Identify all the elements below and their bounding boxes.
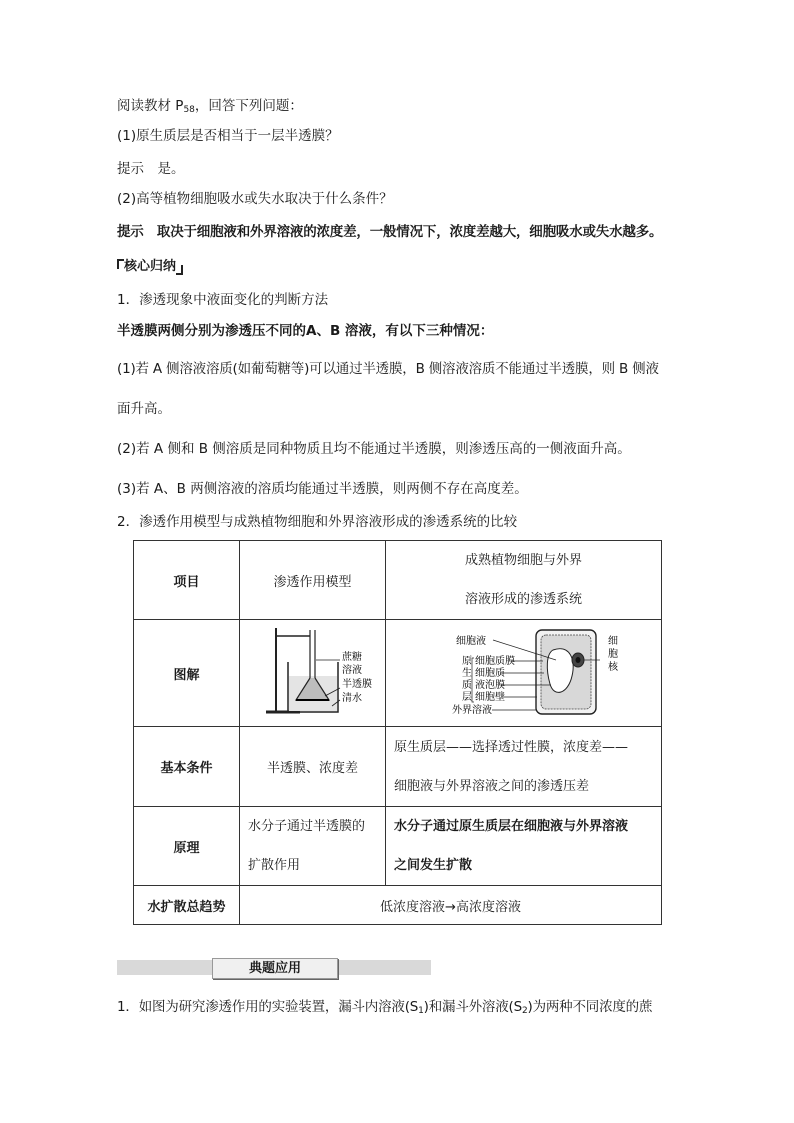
item-1-title: 1．渗透现象中液面变化的判断方法 — [117, 292, 329, 308]
question-1-text: 1．如图为研究渗透作用的实验装置，漏斗内溶液$(S_1)$和漏斗外溶液$(S_2)$为两种不同浓度的蔗 — [117, 999, 653, 1016]
label-protoplast-1: 原 — [462, 656, 472, 667]
basic-model: 半透膜、浓度差 — [240, 727, 386, 807]
osmosis-apparatus-figure — [240, 620, 386, 722]
table-row-trend — [134, 886, 662, 925]
label-nucleus-3: 核 — [608, 662, 618, 673]
header-cell-line-a: 成熟植物细胞与外界 — [464, 553, 582, 568]
table-row-basic — [134, 727, 662, 807]
table-row-diagram — [134, 620, 662, 727]
basic-cell-line-b: 细胞液与外界溶液之间的渗透压差 — [394, 778, 590, 794]
corner-bracket-right — [176, 265, 183, 275]
nucleolus-shape — [576, 657, 581, 663]
label-sucrose-2: 溶液 — [342, 665, 362, 676]
protoplast-brace — [472, 658, 474, 702]
plant-cell-figure — [386, 620, 662, 722]
section-title: 典题应用 — [212, 958, 338, 979]
basic-cell-line-a: 原生质层——选择透过性膜，浓度差—— — [394, 739, 629, 755]
label-protoplast-3: 质 — [462, 680, 472, 691]
question-1: (1)原生质层是否相当于一层半透膜？ — [117, 128, 339, 144]
item-2-title: 2．渗透作用模型与成熟植物细胞和外界溶液形成的渗透系统的比较 — [117, 514, 518, 530]
header-cell-line-b: 溶液形成的渗透系统 — [464, 592, 582, 607]
plant-cell-diagram — [386, 620, 662, 727]
basic-cell — [386, 727, 662, 807]
table-row-header — [134, 541, 662, 620]
row-label-basic: 基本条件 — [134, 727, 240, 807]
label-membrane: 半透膜 — [342, 679, 372, 690]
header-cell-system — [386, 541, 662, 620]
hint-1: 提示 是。 — [117, 161, 185, 177]
case-1-line-a: (1)若 A 侧溶液溶质(如葡萄糖等)可以通过半透膜，B 侧溶液溶质不能通过半透膜，则 B 侧液 — [117, 361, 659, 377]
label-nucleus-2: 胞 — [608, 649, 618, 660]
read-instruction: 阅读教材 $P_{58}$，回答下列问题： — [117, 98, 303, 115]
label-water: 清水 — [342, 693, 362, 704]
principle-model — [240, 807, 386, 886]
row-label-diagram: 图解 — [134, 620, 240, 727]
comparison-table — [133, 540, 662, 925]
principle-model-line-a: 水分子通过半透膜的 — [248, 819, 366, 834]
principle-model-line-b: 扩散作用 — [248, 858, 301, 873]
header-model: 渗透作用模型 — [240, 541, 386, 620]
label-plasma-membrane: 细胞质膜 — [475, 656, 515, 667]
table-row-principle — [134, 807, 662, 886]
label-protoplast-4: 层 — [462, 692, 472, 703]
label-nucleus-1: 细 — [608, 636, 618, 647]
label-cytoplasm: 细胞质 — [475, 668, 505, 679]
label-outer-solution: 外界溶液 — [452, 705, 492, 716]
corner-bracket-left — [117, 259, 124, 269]
case-2: (2)若 A 侧和 B 侧溶质是同种物质且均不能通过半透膜，则渗透压高的一侧液面升高。 — [117, 441, 631, 457]
question-2: (2)高等植物细胞吸水或失水取决于什么条件？ — [117, 191, 393, 207]
trend-value: 低浓度溶液→高浓度溶液 — [240, 886, 662, 925]
hint-2: 提示 取决于细胞液和外界溶液的浓度差，一般情况下，浓度差越大，细胞吸水或失水越多。 — [117, 224, 663, 240]
label-sucrose-1: 蔗糖 — [342, 652, 362, 663]
label-cell-wall: 细胞壁 — [475, 692, 505, 703]
label-vacuole-membrane: 液泡膜 — [475, 680, 505, 691]
header-item: 项目 — [134, 541, 240, 620]
case-3: (3)若 A、B 两侧溶液的溶质均能通过半透膜，则两侧不存在高度差。 — [117, 481, 528, 497]
row-label-principle: 原理 — [134, 807, 240, 886]
principle-cell-line-a: 水分子通过原生质层在细胞液与外界溶液 — [394, 819, 629, 834]
principle-cell-line-b: 之间发生扩散 — [394, 858, 473, 873]
case-1-line-b: 面升高。 — [117, 401, 171, 417]
label-protoplast-2: 生 — [462, 668, 472, 679]
row-label-trend: 水扩散总趋势 — [134, 886, 240, 925]
osmosis-model-diagram — [240, 620, 386, 727]
core-summary-heading — [117, 258, 183, 276]
core-summary-title: 核心归纳 — [124, 259, 177, 274]
label-cell-sap: 细胞液 — [456, 636, 486, 647]
principle-cell — [386, 807, 662, 886]
item-1-lead: 半透膜两侧分别为渗透压不同的A、B 溶液，有以下三种情况： — [117, 323, 494, 339]
